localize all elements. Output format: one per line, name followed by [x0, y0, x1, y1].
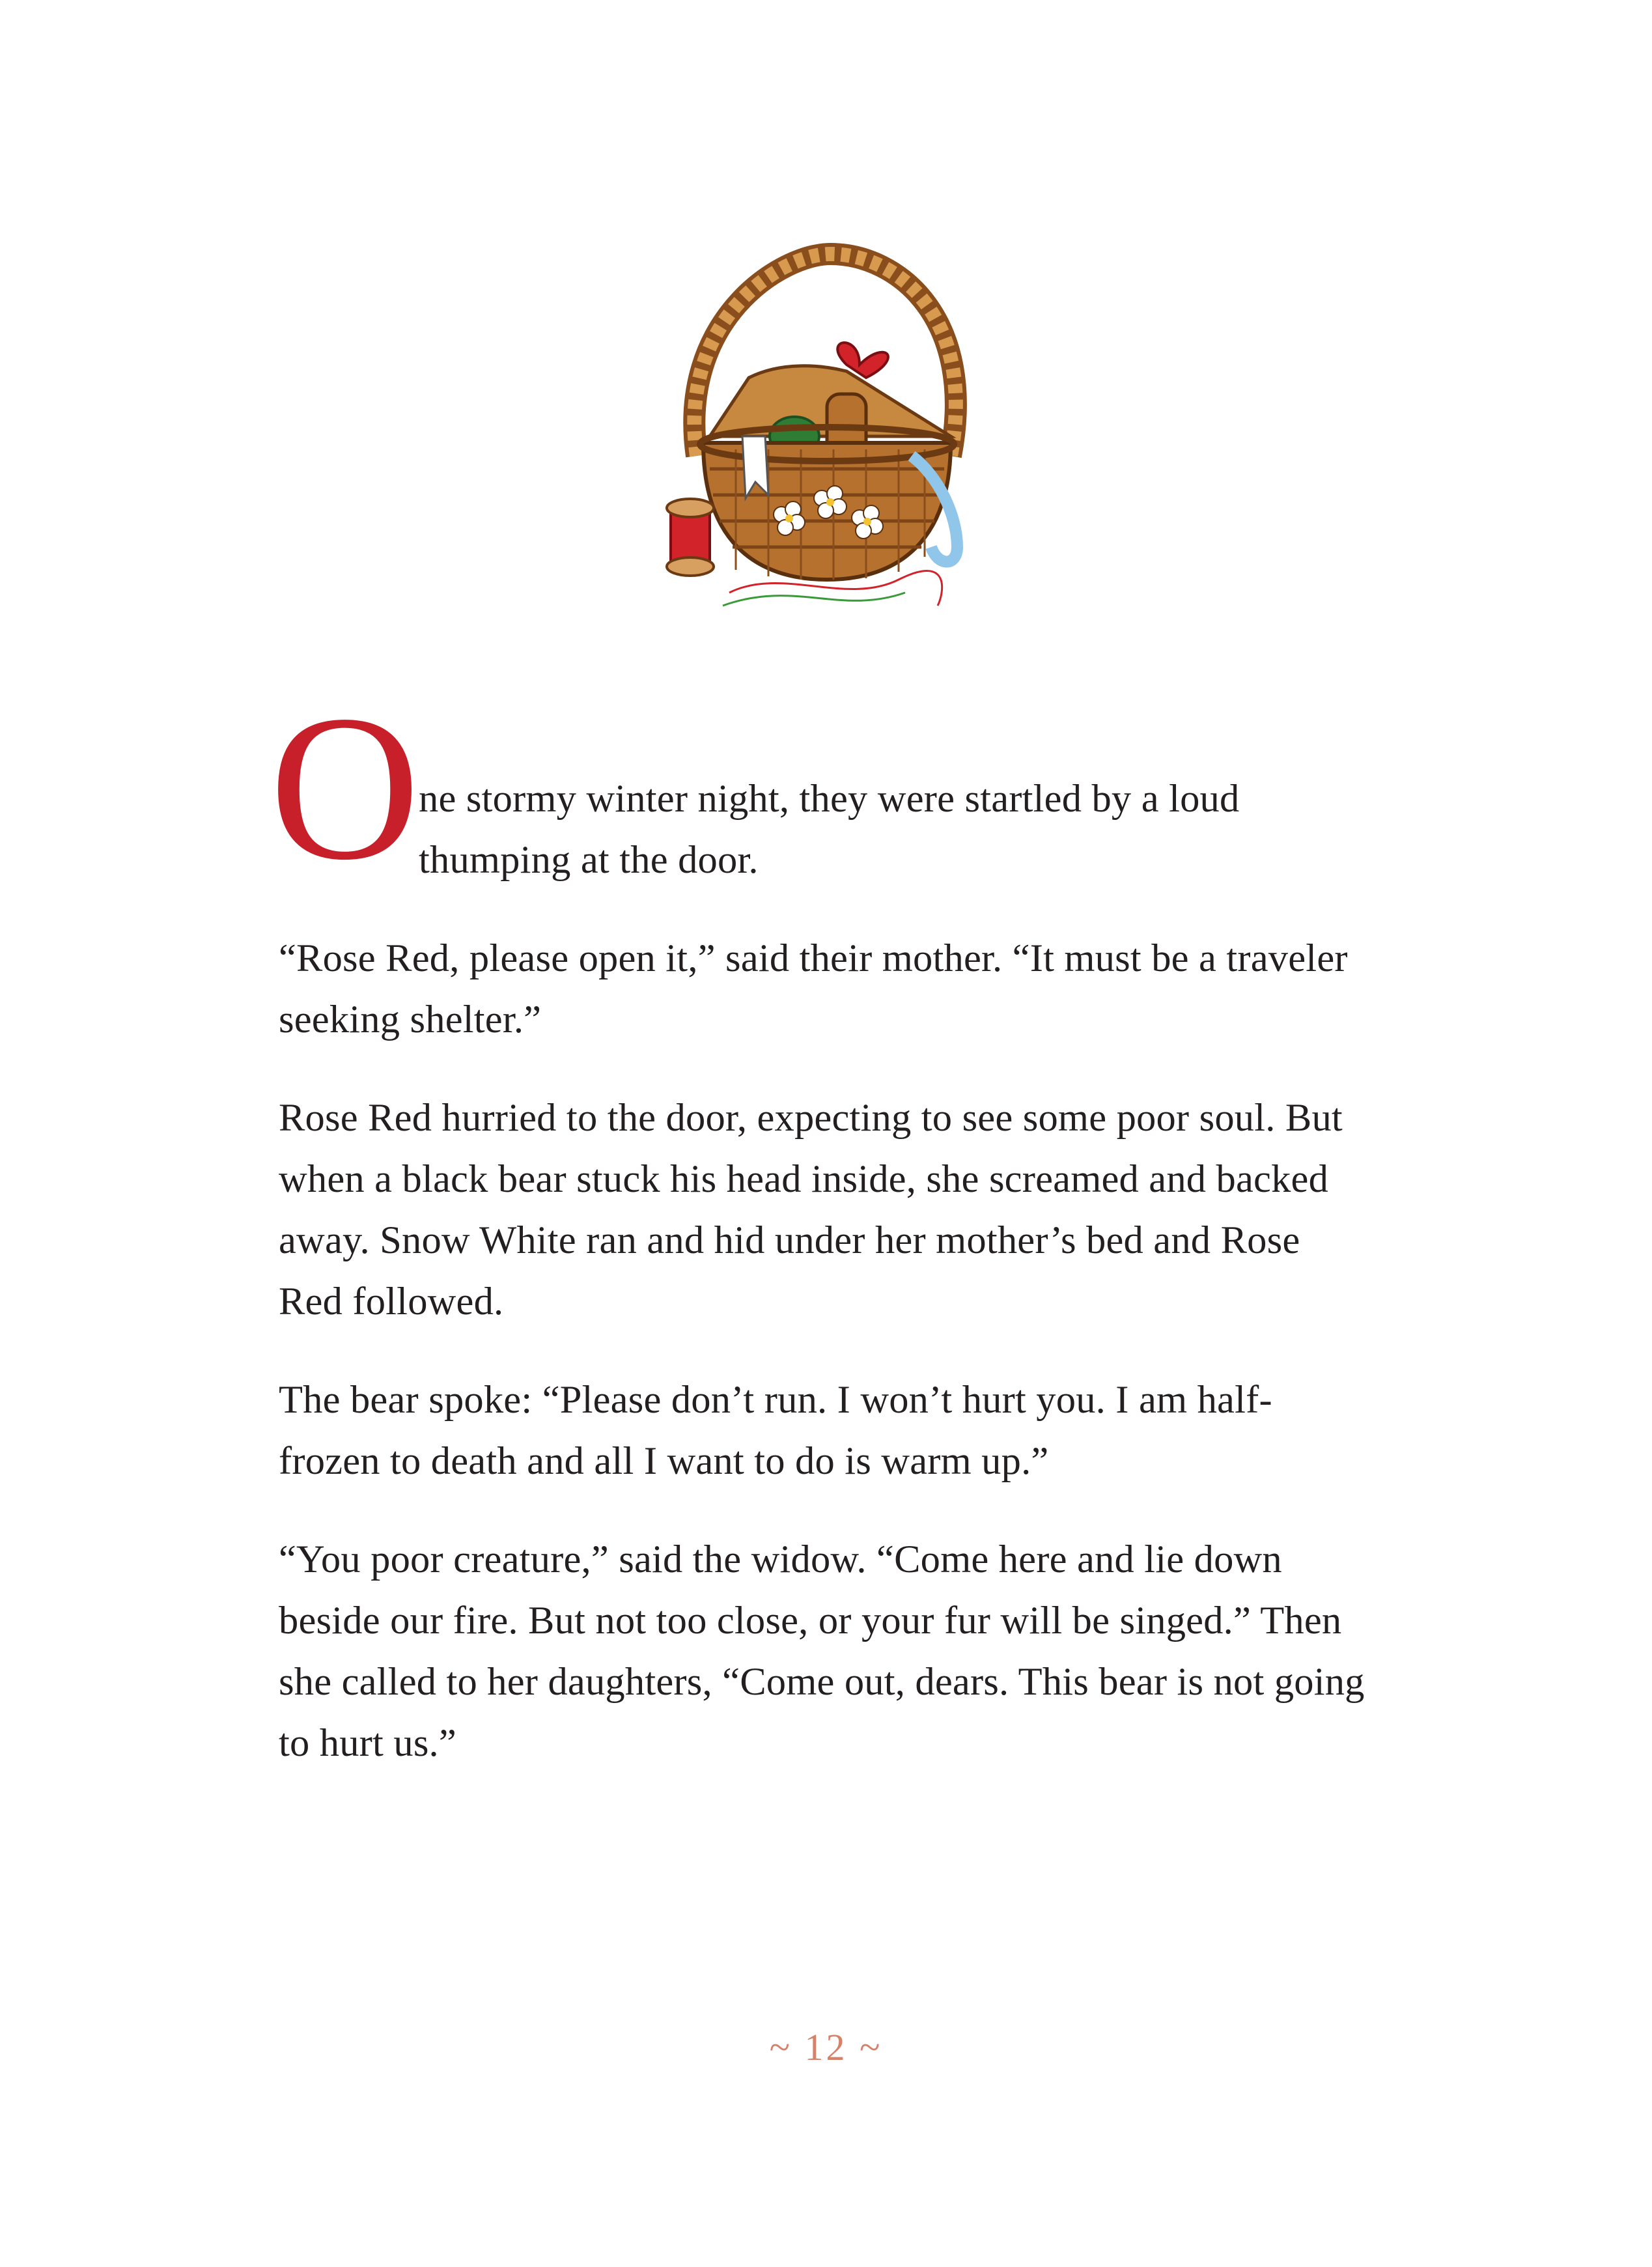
sewing-basket-icon — [651, 241, 1003, 632]
story-paragraph: “You poor creature,” said the widow. “Come here and lie down beside our fire. But not too close, or your fur will be singed.” Then she called to her daughters, “Come out, dears. This bear is not going to hurt us.” — [279, 1538, 1365, 1765]
story-paragraph: Rose Red hurried to the door, expecting to see some poor soul. But when a black bear stuck his head inside, she screamed and backed away. Snow White ran and hid under her mother’s bed and Rose Red followed. — [279, 1096, 1343, 1323]
story-text — [270, 673, 1373, 1811]
opening-paragraph — [270, 673, 1373, 903]
opening-paragraph-text: ne stormy winter night, they were startled by a loud thumping at the door. — [419, 777, 1240, 882]
story-paragraph: The bear spoke: “Please don’t run. I won’t hurt you. I am half-frozen to death and all I want to do is warm up.” — [279, 1378, 1272, 1483]
story-paragraph: “Rose Red, please open it,” said their mother. “It must be a traveler seeking shelter.” — [279, 936, 1348, 1041]
drop-cap: O — [270, 673, 421, 903]
page-number: ~ 12 ~ — [769, 2026, 883, 2068]
